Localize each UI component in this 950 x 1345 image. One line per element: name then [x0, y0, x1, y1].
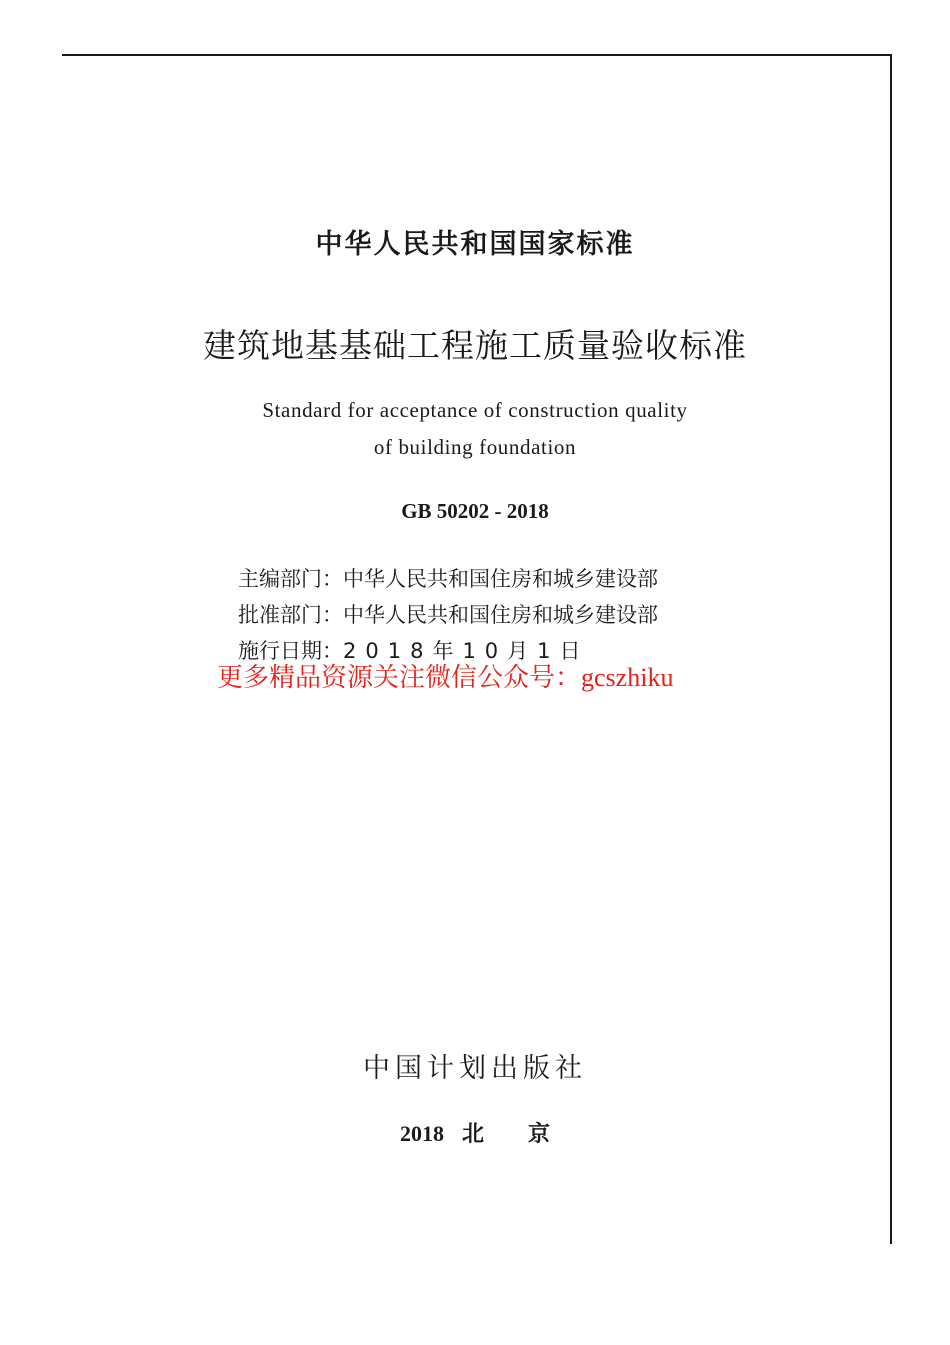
- approver-label: 批准部门：: [238, 603, 343, 627]
- publication-year-place: [0, 1117, 950, 1148]
- approver-department: [238, 599, 658, 629]
- title-english-line-1: Standard for acceptance of construction quality: [262, 398, 688, 422]
- standard-code: GB 50202 - 2018: [401, 499, 549, 523]
- watermark-account: gcszhiku: [581, 663, 674, 692]
- watermark-overlay: [217, 657, 673, 694]
- date-label: 施行日期：: [238, 639, 343, 663]
- editor-department: [238, 563, 658, 593]
- editor-value: 中华人民共和国住房和城乡建设部: [343, 567, 658, 591]
- publication-city-1: 北: [461, 1121, 484, 1146]
- date-value: 2018年10月1日: [343, 639, 590, 663]
- title-english-line-2: of building foundation: [373, 435, 577, 459]
- top-border-line: [62, 54, 892, 56]
- publication-city-2: 京: [528, 1121, 551, 1146]
- editor-label: 主编部门：: [238, 567, 343, 591]
- publisher-name: 中国计划出版社: [363, 1053, 587, 1084]
- approver-value: 中华人民共和国住房和城乡建设部: [343, 603, 658, 627]
- watermark-text: 更多精品资源关注微信公众号：: [217, 663, 582, 693]
- publication-year: 2018: [399, 1121, 444, 1146]
- title-chinese: 建筑地基基础工程施工质量验收标准: [203, 326, 747, 365]
- standard-series-heading: 中华人民共和国国家标准: [315, 229, 635, 260]
